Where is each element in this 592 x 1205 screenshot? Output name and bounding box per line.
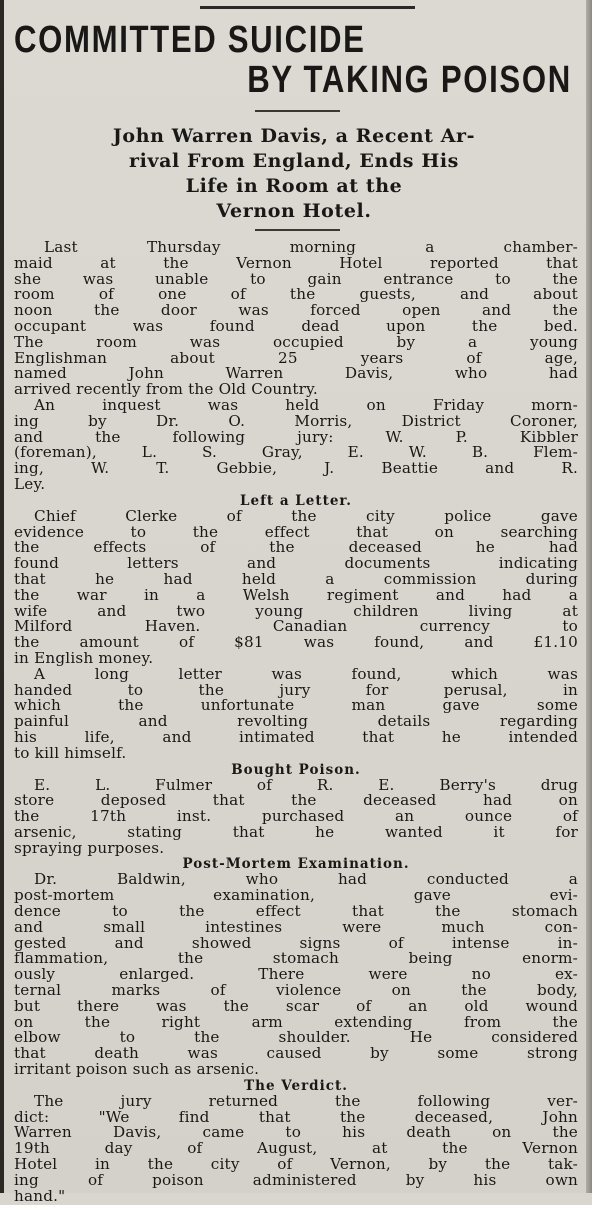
deck-line: rival From England, Ends His xyxy=(129,150,459,172)
text-line: and small intestines were much con- xyxy=(14,917,578,936)
headline-line-1: COMMITTED SUICIDE xyxy=(14,19,366,61)
text-line: the war in a Welsh regiment and had a xyxy=(14,585,578,604)
text-line: which the unfortunate man gave some xyxy=(14,696,578,715)
text-line: elbow to the shoulder. He considered xyxy=(14,1028,578,1047)
text-line: A long letter was found, which was xyxy=(34,664,578,683)
subhead-left-a-letter: Left a Letter. xyxy=(240,492,352,509)
text-line: post-mortem examination, gave evi- xyxy=(14,886,578,905)
deck-line: Vernon Hotel. xyxy=(216,200,372,222)
text-line: ing, W. T. Gebbie, J. Beattie and R. xyxy=(14,459,578,478)
text-line: and the following jury: W. P. Kibbler xyxy=(14,427,578,446)
text-line: The room was occupied by a young xyxy=(14,332,578,351)
clipping-right-edge xyxy=(586,0,592,1193)
text-line: found letters and documents indicating xyxy=(14,554,578,573)
text-line: hand." xyxy=(14,1186,66,1205)
text-line: to kill himself. xyxy=(14,743,127,762)
text-line: ing by Dr. O. Morris, District Coroner, xyxy=(14,411,578,430)
text-line: (foreman), L. S. Gray, E. W. B. Flem- xyxy=(14,443,578,462)
text-line: 19th day of August, at the Vernon xyxy=(14,1139,578,1158)
text-line: his life, and intimated that he intended xyxy=(14,727,578,746)
text-line: wife and two young children living at xyxy=(14,601,578,620)
text-line: Hotel in the city of Vernon, by the tak- xyxy=(14,1155,578,1174)
text-line: the effects of the deceased he had xyxy=(14,538,578,557)
text-line: dict: "We find that the deceased, John xyxy=(14,1107,578,1126)
text-line: dence to the effect that the stomach xyxy=(14,902,578,921)
text-line: she was unable to gain entrance to the xyxy=(14,269,578,288)
text-line: Ley. xyxy=(14,474,46,493)
headline-line-2: BY TAKING POISON xyxy=(247,59,572,101)
text-line: occupant was found dead upon the bed. xyxy=(14,316,578,335)
text-line: flammation, the stomach being enorm- xyxy=(14,949,578,968)
deck-subheadline xyxy=(14,124,574,224)
text-line: ternal marks of violence on the body, xyxy=(14,981,578,1000)
subhead-bought-poison: Bought Poison. xyxy=(231,761,361,778)
text-line: but there was the scar of an old wound xyxy=(14,996,578,1015)
subhead-post-mortem-examination: Post-Mortem Examination. xyxy=(182,856,410,873)
text-line: the amount of $81 was found, and £1.10 xyxy=(14,633,578,652)
text-line: Last Thursday morning a chamber- xyxy=(44,238,578,256)
text-line: maid at the Vernon Hotel reported that xyxy=(14,253,578,272)
article-body xyxy=(14,240,578,1204)
paragraph-3 xyxy=(14,506,578,667)
paragraph-2 xyxy=(14,395,578,493)
text-line: Milford Haven. Canadian currency to xyxy=(14,617,578,636)
deck-divider xyxy=(255,229,340,231)
text-line: evidence to the effect that on searching xyxy=(14,522,578,541)
text-line: An inquest was held on Friday morn- xyxy=(34,395,578,414)
text-line: named John Warren Davis, who had xyxy=(14,364,578,383)
deck-line: John Warren Davis, a Recent Ar- xyxy=(112,125,476,147)
text-line: arrived recently from the Old Country. xyxy=(14,380,318,399)
text-line: ing of poison administered by his own xyxy=(14,1170,578,1189)
text-line: that death was caused by some strong xyxy=(14,1044,578,1063)
text-line: Chief Clerke of the city police gave xyxy=(34,506,578,525)
text-line: noon the door was forced open and the xyxy=(14,301,578,320)
text-line: irritant poison such as arsenic. xyxy=(14,1060,260,1079)
text-line: spraying purposes. xyxy=(14,838,165,857)
text-line: that he had held a commission during xyxy=(14,569,578,588)
text-line: in English money. xyxy=(14,648,154,667)
text-line: E. L. Fulmer of R. E. Berry's drug xyxy=(34,775,578,794)
text-line: The jury returned the following ver- xyxy=(34,1091,578,1110)
paragraph-5 xyxy=(14,775,578,857)
top-rule xyxy=(200,6,415,9)
paragraph-4 xyxy=(14,664,578,762)
paragraph-7 xyxy=(14,1091,578,1205)
paragraph-6 xyxy=(14,872,578,1077)
text-line: room of one of the guests, and about xyxy=(14,285,578,304)
clipping-left-edge xyxy=(0,0,4,1193)
text-line: Warren Davis, came to his death on the xyxy=(14,1123,578,1142)
text-line: store deposed that the deceased had on xyxy=(14,791,578,810)
text-line: gested and showed signs of intense in- xyxy=(14,933,578,952)
text-line: Englishman about 25 years of age, xyxy=(14,348,578,367)
text-line: ously enlarged. There were no ex- xyxy=(14,965,578,984)
headline-divider xyxy=(255,110,340,112)
text-line: handed to the jury for perusal, in xyxy=(14,680,578,699)
text-line: arsenic, stating that he wanted it for xyxy=(14,822,578,841)
text-line: the 17th inst. purchased an ounce of xyxy=(14,807,578,826)
deck-line: Life in Room at the xyxy=(185,175,403,197)
text-line: painful and revolting details regarding xyxy=(14,712,578,731)
subhead-the-verdict: The Verdict. xyxy=(244,1077,348,1094)
text-line: Dr. Baldwin, who had conducted a xyxy=(34,870,578,889)
text-line: on the right arm extending from the xyxy=(14,1012,578,1031)
paragraph-1 xyxy=(14,240,578,398)
